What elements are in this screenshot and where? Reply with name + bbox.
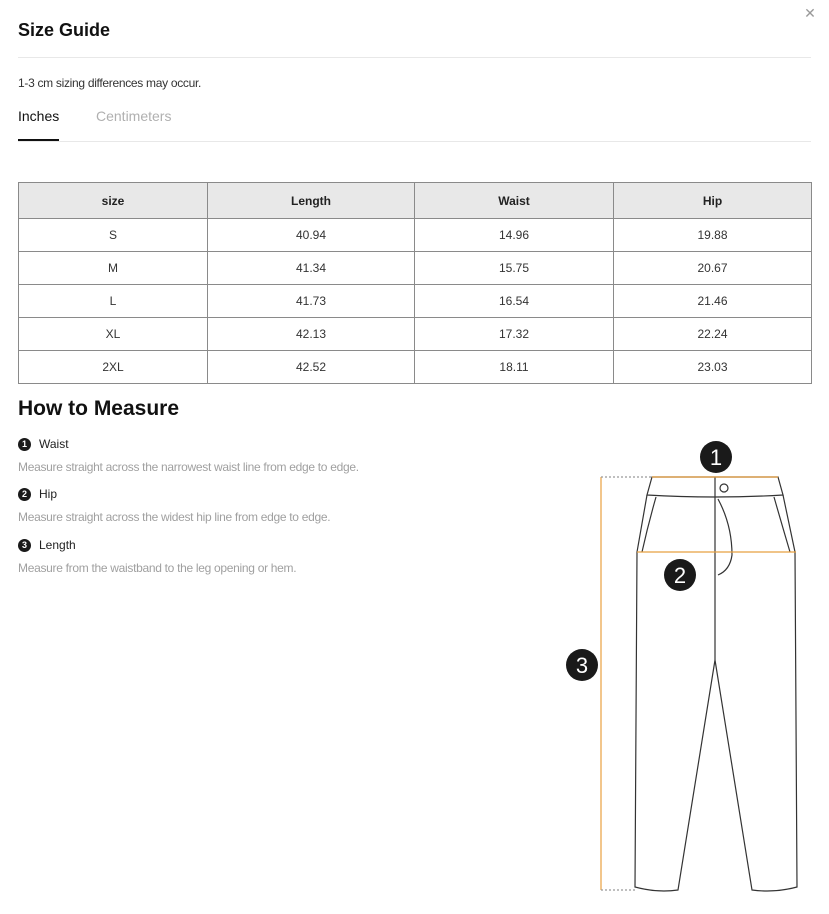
marker-two bbox=[664, 559, 696, 591]
marker-one bbox=[700, 441, 732, 473]
table-cell: 40.94 bbox=[208, 219, 415, 252]
table-cell: M bbox=[19, 252, 208, 285]
svg-text:1: 1 bbox=[709, 445, 723, 470]
measure-label: Length bbox=[39, 538, 76, 552]
measure-label: Waist bbox=[39, 437, 69, 451]
number-two-icon: 2 bbox=[18, 488, 31, 501]
pants-measurement-diagram bbox=[560, 435, 810, 900]
measure-item-length bbox=[18, 538, 296, 575]
table-row bbox=[19, 351, 812, 384]
table-cell: XL bbox=[19, 318, 208, 351]
measure-item-hip bbox=[18, 487, 330, 524]
column-header-waist: Waist bbox=[415, 183, 614, 219]
measure-description: Measure straight across the widest hip line from edge to edge. bbox=[18, 510, 331, 524]
table-cell: 21.46 bbox=[614, 285, 812, 318]
sizing-notice: 1-3 cm sizing differences may occur. bbox=[18, 76, 202, 90]
table-row bbox=[19, 219, 812, 252]
how-to-measure-title: How to Measure bbox=[18, 397, 180, 420]
svg-text:3: 3 bbox=[575, 653, 589, 678]
unit-tabs bbox=[18, 107, 811, 142]
table-row bbox=[19, 318, 812, 351]
table-cell: 19.88 bbox=[614, 219, 812, 252]
tab-inches[interactable]: Inches bbox=[18, 107, 59, 141]
number-one-icon: 1 bbox=[18, 438, 31, 451]
table-cell: 2XL bbox=[19, 351, 208, 384]
title-divider bbox=[18, 57, 811, 58]
table-cell: 42.13 bbox=[208, 318, 415, 351]
table-cell: 22.24 bbox=[614, 318, 812, 351]
table-cell: 41.73 bbox=[208, 285, 415, 318]
size-table bbox=[18, 182, 812, 384]
table-cell: 15.75 bbox=[415, 252, 614, 285]
measure-item-waist bbox=[18, 437, 359, 474]
marker-three bbox=[566, 649, 598, 681]
measure-description: Measure straight across the narrowest waist line from edge to edge. bbox=[18, 460, 359, 474]
modal-title: Size Guide bbox=[18, 20, 111, 40]
table-cell: L bbox=[19, 285, 208, 318]
table-cell: S bbox=[19, 219, 208, 252]
table-cell: 20.67 bbox=[614, 252, 812, 285]
table-cell: 23.03 bbox=[614, 351, 812, 384]
table-row bbox=[19, 252, 812, 285]
close-icon[interactable]: ✕ bbox=[804, 5, 816, 21]
column-header-hip: Hip bbox=[614, 183, 812, 219]
column-header-length: Length bbox=[208, 183, 415, 219]
svg-text:2: 2 bbox=[673, 563, 687, 588]
table-cell: 41.34 bbox=[208, 252, 415, 285]
table-cell: 17.32 bbox=[415, 318, 614, 351]
measure-label: Hip bbox=[39, 487, 58, 501]
column-header-size: size bbox=[19, 183, 208, 219]
number-three-icon: 3 bbox=[18, 539, 31, 552]
table-cell: 16.54 bbox=[415, 285, 614, 318]
table-row bbox=[19, 285, 812, 318]
measure-lines bbox=[601, 477, 796, 890]
pants-outline bbox=[635, 477, 797, 891]
table-cell: 18.11 bbox=[415, 351, 614, 384]
table-cell: 42.52 bbox=[208, 351, 415, 384]
tab-centimeters[interactable]: Centimeters bbox=[96, 108, 172, 124]
table-cell: 14.96 bbox=[415, 219, 614, 252]
table-header-row bbox=[19, 183, 812, 219]
measure-description: Measure from the waistband to the leg opening or hem. bbox=[18, 561, 297, 575]
